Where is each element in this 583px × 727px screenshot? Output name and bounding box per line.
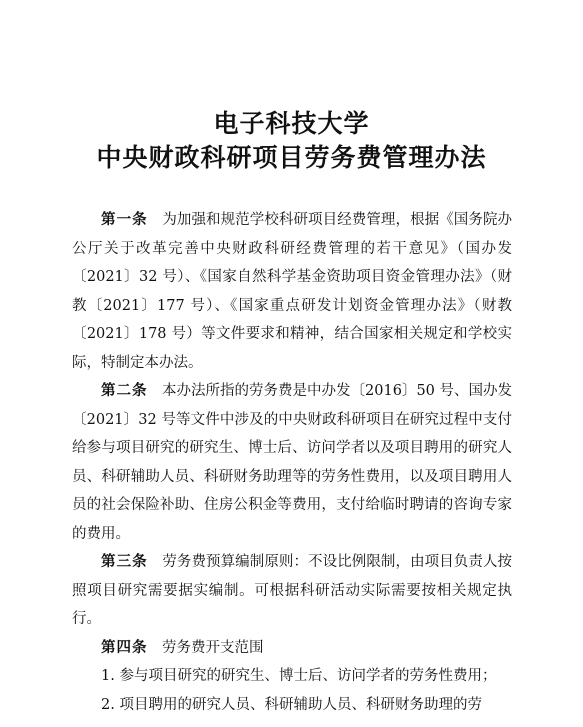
document-title-line1: 电子科技大学 (213, 109, 370, 138)
article-2-label: 第二条 (101, 382, 148, 399)
article-2-text: 本办法所指的劳务费是中办发〔2016〕50 号、国办发〔2021〕32 号等文件中涉及的中央财政科研项目在研究过程中支付给参与项目研究的研究生、博士后、访问学者以及项目聘用的研究人员、科研辅助人员、科研财务助理等的劳务性费用，以及项目聘用人员的社会保险补助、住房公积金等费用，支付给临时聘请的咨询专家的费用。 (72, 383, 513, 542)
list-item-2: 2. 项目聘用的研究人员、科研辅助人员、科研财务助理的劳 (101, 696, 482, 713)
article-3-text: 劳务费预算编制原则：不设比例限制，由项目负责人按照项目研究需要据实编制。可根据科研活动实际需要按相关规定执行。 (72, 554, 513, 627)
article-2 (72, 377, 512, 548)
article-4-label: 第四条 (101, 638, 148, 656)
article-4-text: 劳务费开支范围 (162, 639, 264, 656)
document-title-line2: 中央财政科研项目劳务费管理办法 (96, 143, 487, 172)
article-1-text: 为加强和规范学校科研项目经费管理，根据《国务院办公厅关于改革完善中央财政科研经费管理的若干意见》（国办发〔2021〕32 号）、《国家自然科学基金资助项目资金管理办法》（财教〔2021〕177 号）、《国家重点研发计划资金管理办法》（财教〔2021〕178 号）等文件要求和精神，结合国家相关规定和学校实际，特制定本办法。 (72, 212, 513, 371)
list-item-1: 1. 参与项目研究的研究生、博士后、访问学者的劳务性费用； (101, 668, 497, 684)
document-body (72, 206, 512, 719)
article-1-label: 第一条 (101, 211, 148, 228)
article-1 (72, 206, 512, 377)
article-3-label: 第三条 (101, 553, 148, 570)
article-3 (72, 548, 512, 634)
article-4 (72, 634, 512, 663)
